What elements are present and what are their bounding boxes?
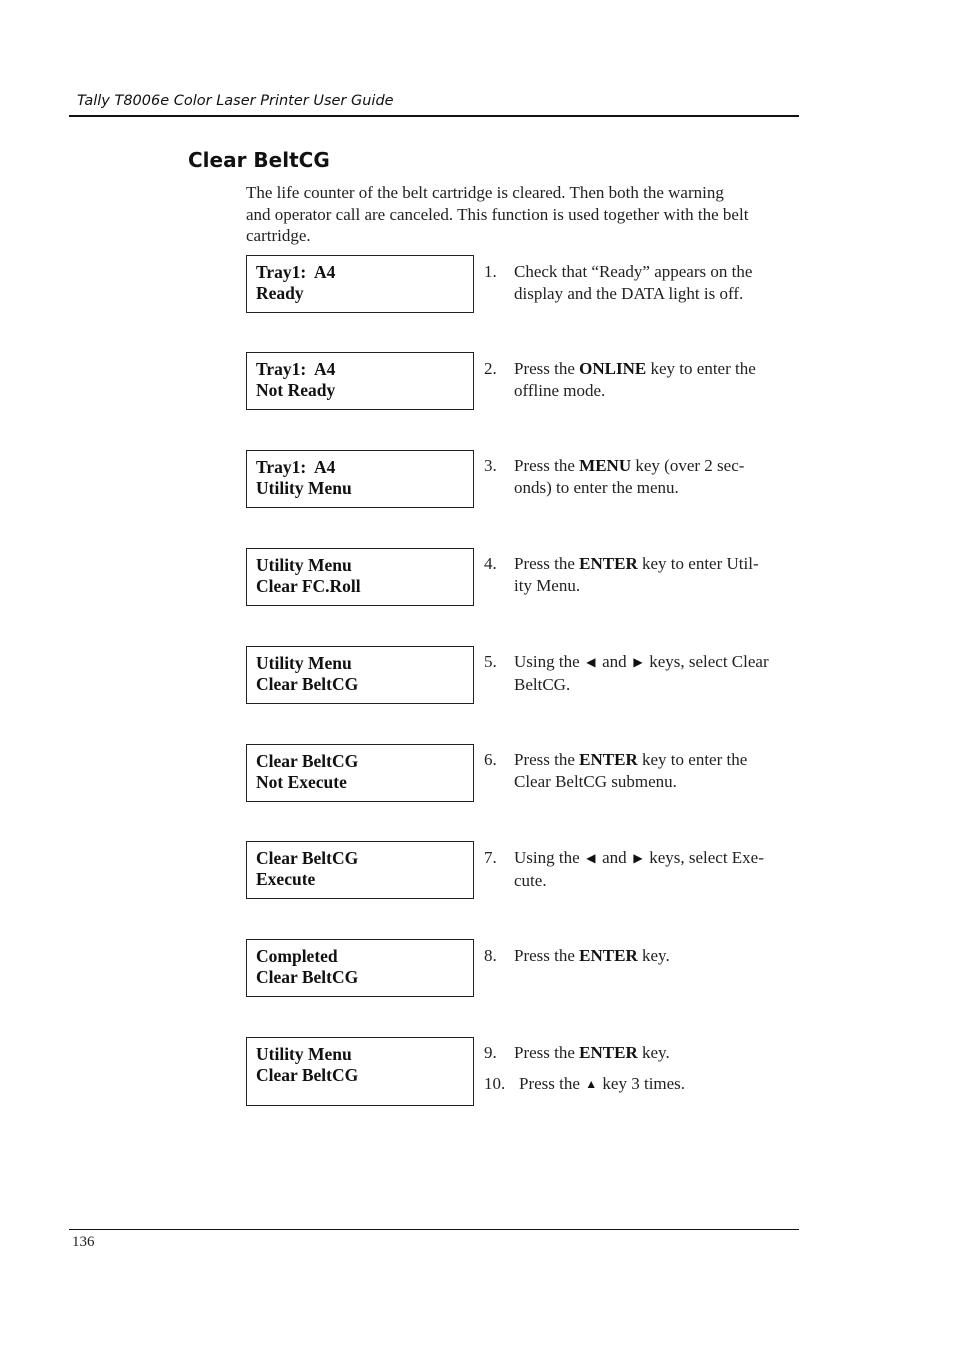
panel-line: Ready [256, 283, 304, 303]
panel-line: Clear BeltCG [256, 967, 359, 987]
step-number: 7. [484, 848, 497, 867]
panel-line: Tray1: A4 [256, 457, 336, 477]
display-panel [246, 450, 474, 508]
step-text: Press the ENTER key. [514, 1043, 670, 1062]
key-name: ENTER [579, 1043, 638, 1062]
display-panel [246, 646, 474, 704]
right-arrow-key-icon: ▶ [633, 851, 643, 865]
left-arrow-key-icon: ◀ [586, 851, 596, 865]
section-title: Clear BeltCG [188, 148, 330, 172]
running-header: Tally T8006e Color Laser Printer User Guide [77, 93, 394, 109]
display-panel [246, 841, 474, 899]
panel-line: Utility Menu [256, 555, 352, 575]
panel-line: Clear BeltCG [256, 848, 359, 868]
panel-line: Clear BeltCG [256, 674, 359, 694]
key-name: ENTER [579, 750, 638, 769]
intro-line: cartridge. [246, 226, 311, 245]
step-number: 1. [484, 262, 497, 281]
panel-line: Clear BeltCG [256, 751, 359, 771]
step-text: Press the ONLINE key to enter the offline mode. [514, 359, 756, 400]
display-panel [246, 352, 474, 410]
panel-line: Not Ready [256, 380, 336, 400]
step-text: Press the ENTER key to enter Util- ity Menu. [514, 554, 759, 595]
step-text: Press the ENTER key to enter the Clear BeltCG submenu. [514, 750, 748, 791]
step-text: Using the ◀ and ▶ keys, select Clear BeltCG. [514, 652, 769, 694]
step-text: Press the ▲ key 3 times. [519, 1073, 801, 1096]
intro-line: The life counter of the belt cartridge is cleared. Then both the warning [246, 183, 724, 202]
panel-line: Clear BeltCG [256, 1065, 359, 1085]
panel-line: Utility Menu [256, 653, 352, 673]
panel-line: Tray1: A4 [256, 359, 336, 379]
step-text: Check that “Ready” appears on the display and the DATA light is off. [514, 262, 753, 303]
key-name: MENU [579, 456, 632, 475]
panel-line: Clear FC.Roll [256, 576, 361, 596]
panel-line: Completed [256, 946, 338, 966]
panel-line: Tray1: A4 [256, 262, 336, 282]
step-number: 4. [484, 554, 497, 573]
display-panel [246, 939, 474, 997]
display-panel [246, 255, 474, 313]
left-arrow-key-icon: ◀ [586, 655, 596, 669]
right-arrow-key-icon: ▶ [633, 655, 643, 669]
key-name: ONLINE [579, 359, 647, 378]
step-text: Using the ◀ and ▶ keys, select Exe- cute. [514, 848, 764, 890]
display-panel [246, 548, 474, 606]
step-number: 2. [484, 359, 497, 378]
step-text: Press the MENU key (over 2 sec- onds) to enter the menu. [514, 456, 745, 497]
display-panel [246, 744, 474, 802]
header-rule [69, 115, 799, 117]
intro-paragraph [246, 182, 798, 247]
panel-line: Not Execute [256, 772, 347, 792]
step-number: 9. [484, 1043, 497, 1062]
intro-line: and operator call are canceled. This function is used together with the belt [246, 204, 749, 224]
key-name: ENTER [579, 946, 638, 965]
step-text: Press the ENTER key. [514, 946, 670, 965]
step-number: 5. [484, 652, 497, 671]
step-number: 3. [484, 456, 497, 475]
display-panel [246, 1037, 474, 1106]
step-number: 8. [484, 946, 497, 965]
panel-line: Execute [256, 869, 316, 889]
up-arrow-key-icon: ▲ [585, 1077, 598, 1091]
step-number: 6. [484, 750, 497, 769]
page-number: 136 [72, 1234, 95, 1250]
step-number: 10. [484, 1074, 506, 1093]
key-name: ENTER [579, 554, 638, 573]
panel-line: Utility Menu [256, 1044, 352, 1064]
panel-line: Utility Menu [256, 478, 352, 498]
footer-rule [69, 1229, 799, 1230]
